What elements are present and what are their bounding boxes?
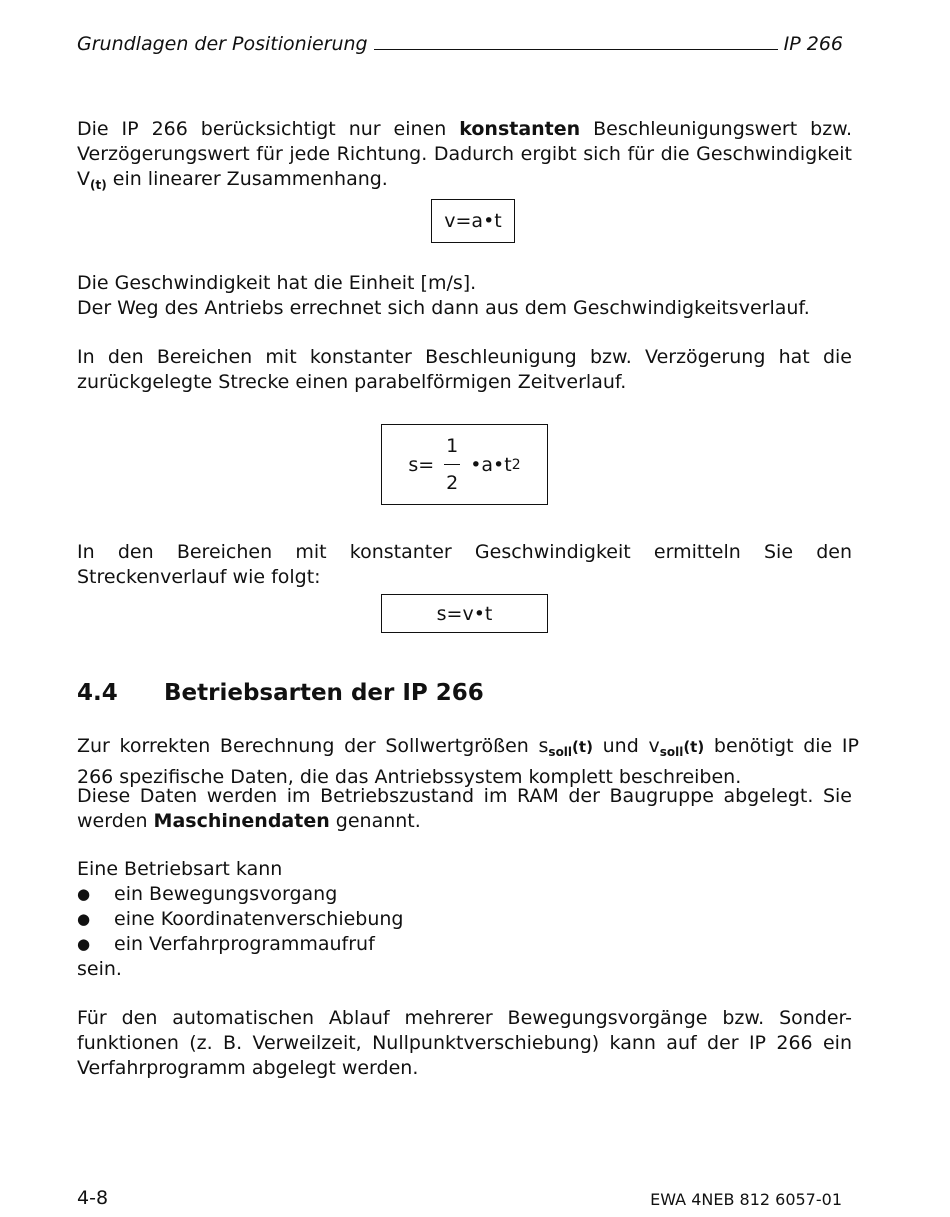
text-line: Der Weg des Antriebs errechnet sich dann aus dem Geschwindigkeitsverlauf. xyxy=(77,297,810,319)
symbol-t: (t) xyxy=(572,738,593,756)
bold-term: Maschinendaten xyxy=(153,810,330,832)
exponent: 2 xyxy=(511,456,521,473)
paragraph-program: Für den automatischen Ablauf mehrerer Bewegungsvorgänge bzw. Sonder-funktionen (z. B. Verweilzeit, Nullpunktverschiebung) kann auf der IP 266 ein Verfahrprogramm abgelegt werden. xyxy=(77,1007,852,1079)
section-heading xyxy=(77,680,484,706)
symbol-t: (t) xyxy=(683,738,705,756)
symbol-v: V xyxy=(77,168,90,190)
list-item-text: eine Koordinatenverschiebung xyxy=(114,908,404,930)
formula-rhs: •a•t xyxy=(470,453,512,476)
section-title: Betriebsarten der IP 266 xyxy=(164,680,484,706)
subscript-soll: soll xyxy=(548,745,573,759)
text-run: Diese Daten werden im Betriebszustand im RAM der Baugruppe abgelegt. Sie werden xyxy=(77,785,852,832)
text-run: genannt. xyxy=(329,810,421,832)
paragraph-acceleration xyxy=(77,117,852,198)
bullet-icon: ● xyxy=(77,885,91,903)
paragraph-machine-data xyxy=(77,784,852,834)
text-run: ein linearer Zusammenhang. xyxy=(106,168,388,190)
subscript-t: (t) xyxy=(90,178,107,192)
list-item xyxy=(77,907,404,932)
formula-text: v=a•t xyxy=(444,210,502,232)
list-item xyxy=(77,882,404,907)
paragraph-unit xyxy=(77,271,852,321)
paragraph-parabolic: In den Bereichen mit konstanter Beschleunigung bzw. Verzögerung hat die zurückgelegte Strecke einen parabelförmigen Zeitverlauf. xyxy=(77,346,852,393)
bullet-icon: ● xyxy=(77,935,91,953)
header-rule xyxy=(374,48,778,50)
text-run: Die IP 266 berücksichtigt nur einen xyxy=(77,118,460,140)
formula-text: s=v•t xyxy=(436,602,493,625)
formula-lhs: s= xyxy=(408,453,435,476)
list-item-text: ein Verfahrprogrammaufruf xyxy=(114,933,375,955)
paragraph-constant-speed: In den Bereichen mit konstanter Geschwindigkeit ermitteln Sie den Streckenverlauf wie folgt: xyxy=(77,541,852,588)
formula-distance-constant xyxy=(381,594,548,633)
text-run: Beschleunigungswert bzw. Verzögerungswert für jede Richtung. Dadurch ergibt sich für die Geschwindigkeit xyxy=(77,118,852,165)
fraction-numerator: 1 xyxy=(446,435,459,457)
text-run: Zur korrekten Berechnung der Sollwertgrößen s xyxy=(77,735,549,757)
formula-distance-acceleration xyxy=(381,424,548,505)
fraction-one-half xyxy=(444,433,460,496)
paragraph-setpoints xyxy=(77,734,859,790)
bold-term: konstanten xyxy=(459,118,581,140)
operating-mode-list xyxy=(77,882,404,957)
page-header xyxy=(77,27,843,55)
list-item-text: ein Bewegungsvorgang xyxy=(114,883,338,905)
section-number: 4.4 xyxy=(77,680,118,706)
formula-velocity xyxy=(431,199,515,243)
list-item xyxy=(77,932,404,957)
document-number: EWA 4NEB 812 6057-01 xyxy=(650,1190,842,1209)
subscript-soll: soll xyxy=(659,745,684,759)
text-run: und v xyxy=(592,735,660,757)
page-number: 4-8 xyxy=(77,1187,109,1209)
text-line: Die Geschwindigkeit hat die Einheit [m/s]. xyxy=(77,272,477,294)
operating-mode-intro: Eine Betriebsart kann xyxy=(77,858,283,880)
header-product: IP 266 xyxy=(783,33,843,55)
bullet-icon: ● xyxy=(77,910,91,928)
operating-mode-outro: sein. xyxy=(77,958,122,980)
fraction-denominator: 2 xyxy=(446,472,459,494)
header-chapter-title: Grundlagen der Positionierung xyxy=(77,33,368,55)
text-run: benötigt die IP 266 spezifische Daten, die das Antriebssystem komplett beschreiben. xyxy=(77,735,859,788)
fraction-bar xyxy=(444,464,460,465)
